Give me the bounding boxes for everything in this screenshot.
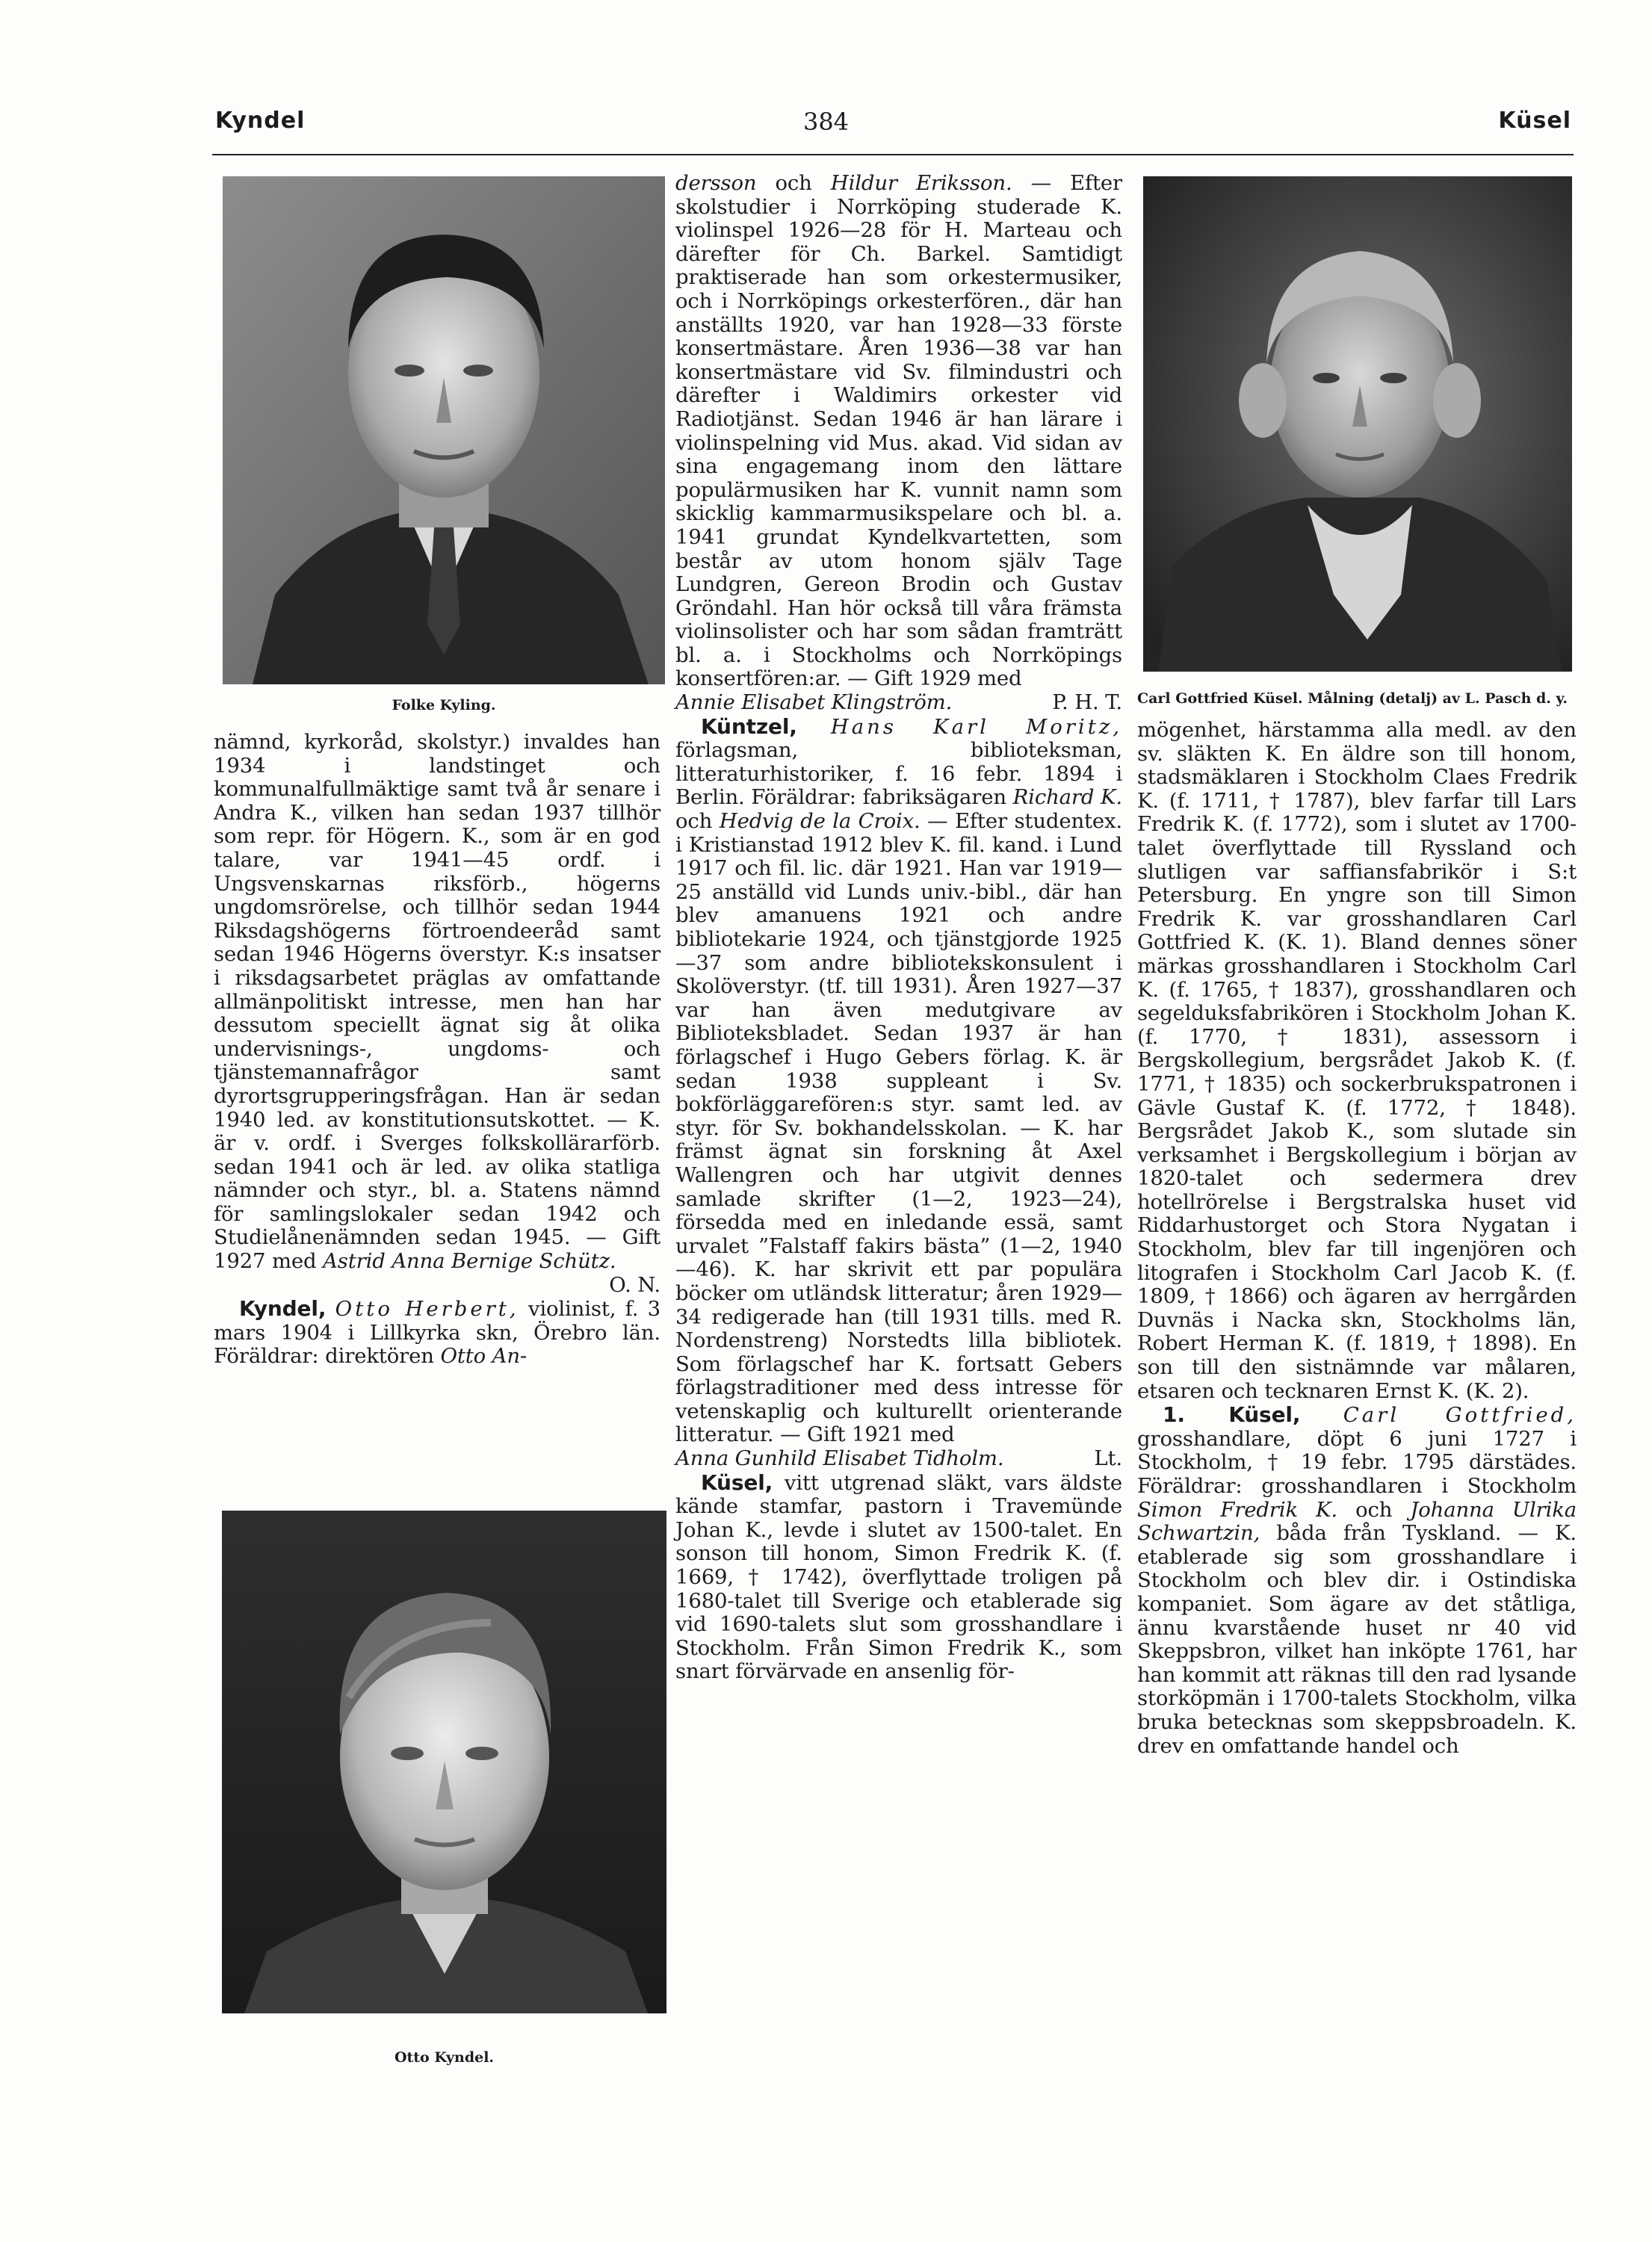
caption-folke-kyling: Folke Kyling. [392, 697, 496, 713]
text: nämnd, kyrkoråd, skolstyr.) invaldes han 1934 i landstinget och kommunalfullmäktige samt två år senare i Andra K., vilken han sedan 1937 tillhör som repr. för Högern. K., som är en god talare, var 1941—45 ordf. i Ungsvenskarnas riksförb., högerns ungdomsrörelse, och tillhör sedan 1944 Riksdagshögerns förtroendeeråd samt sedan 1946 Högerns överstyr. K:s insatser i riksdagsarbetet präglas av omfattande allmänpolitiskt intresse, men han har dessutom speciellt ägnat sig åt olika undervisnings-, ungdoms- och tjänstemannafrågor samt dyrortsgrupperingsfrågan. Han är sedan 1940 led. av konstitutionsutskottet. — K. är v. ordf. i Sverges folkskollärarförb. sedan 1941 och är led. av olika statliga nämnder och styr., bl. a. Statens nämnd för samlingslokaler sedan 1942 och Studielånenämnden sedan 1945. — Gift 1927 med [214, 730, 661, 1274]
entry-kusel-family [675, 1471, 1122, 1684]
father-name: Simon Fredrik K. [1137, 1497, 1338, 1522]
column-3 [1137, 719, 1577, 1758]
entry-kuntzel [675, 715, 1122, 1447]
spouse-line [675, 691, 1122, 715]
spouse-name: Annie Elisabet Klingström. [675, 690, 953, 715]
paragraph-kyling-continued [214, 731, 661, 1297]
column-1 [214, 731, 661, 1369]
mother-name: Johanna Ulrika Schwartzin, [1137, 1497, 1577, 1546]
entry-given-names: Hans Karl Moritz, [830, 714, 1122, 739]
text: grosshandlare, döpt 6 juni 1727 i Stockholm, † 19 febr. 1795 därstädes. Föräldrar: grosshandlaren i Stockholm [1137, 1426, 1577, 1498]
entry-otto-kyndel-continued [675, 172, 1122, 691]
entry-otto-kyndel [214, 1297, 661, 1369]
entry-given-names: Carl Gottfried, [1343, 1403, 1577, 1428]
caption-otto-kyndel: Otto Kyndel. [394, 2049, 495, 2066]
text: båda från Tyskland. — K. etablerade sig som grosshandlare i Stockholm och blev dir. i Ostindiska kompaniet. Som ägare av det ståtliga, ännu kvarstående huset nr 40 vid Skeppsbron, vilket han inköpte 1761, har han kommit att räknas till den rad lysande storköpmän i 1700-talets Stockholm, vilka bruka betecknas som skeppsbroadeln. K. drev en omfattande handel och [1137, 1521, 1577, 1758]
text: och [1337, 1497, 1411, 1522]
portrait-painting-carl-gottfried-kusel [1143, 176, 1572, 672]
entry-headword: Küntzel, [701, 713, 797, 739]
author-signature: O. N. [609, 1272, 661, 1297]
page-number: 384 [802, 108, 850, 136]
text: violinist, f. 3 mars 1904 i Lillkyrka skn, Örebro län. Föräldrar: direktören [214, 1297, 661, 1369]
text: och [675, 809, 720, 834]
entry-headword: 1. Küsel, [1163, 1402, 1301, 1428]
portrait-photo-folke-kyling [223, 176, 665, 684]
text: — Efter studentex. i Kristianstad 1912 blev K. fil. kand. i Lund 1917 och fil. lic. där 1921. Han var 1919—25 anställd vid Lunds univ.-bibl., där han blev amanuens 1921 och andre bibliotekarie 1924, och tjänstgjorde 1925—37 som andre bibliotekskonsulent i Skolöverstyr. (tf. till 1931). Åren 1927—37 var han även medutgivare av Biblioteksbladet. Sedan 1937 är han förlagschef i Hugo Gebers förlag. K. är sedan 1938 suppleant i Sv. bokförläggareförеn:s styr. samt led. av styr. för Sv. bokhandelsskolan. — K. har främst ägnat sin forskning åt Axel Wallengren och har utgivit dennes samlade skrifter (1—2, 1923—24), försedda med en inledande essä, samt urvalet ”Falstaff fakirs bästa” (1—2, 1940—46). K. har skrivit ett par populära böcker om utländsk litteratur; åren 1929—34 redigerade han (till 1931 tills. med R. Nordenstreng) Norstedts lilla bibliotek. Som förlagschef har K. fortsatt Gebers förlagstraditioner med dess intresse för vetenskaplig och kulturellt orienterande litteratur. — Gift 1921 med [675, 809, 1123, 1447]
header-rule [212, 154, 1574, 155]
parent-name: dersson [675, 171, 757, 195]
caption-carl-gottfried-kusel: Carl Gottfried Küsel. Målning (detalj) av L. Pasch d. y. [1136, 690, 1568, 707]
author-signature: P. H. T. [1052, 690, 1122, 715]
father-name: Richard K. [1012, 785, 1122, 810]
portrait-photo-otto-kyndel [222, 1511, 666, 2013]
entry-headword: Kyndel, [239, 1296, 327, 1322]
spouse-name: Astrid Anna Bernige Schütz. [323, 1249, 616, 1274]
entry-given-names: Otto Herbert, [335, 1297, 519, 1322]
entry-carl-gottfried-kusel [1137, 1403, 1577, 1758]
text: förlagsman, biblioteksman, litteraturhistoriker, f. 16 febr. 1894 i Berlin. Föräldrar: fabriksägaren [675, 738, 1122, 810]
entry-kusel-family-continued: mögenhet, härstamma alla medl. av den sv. släkten K. En äldre son till honom, stadsmäklaren i Stockholm Claes Fredrik K. (f. 1711, † 1787), blev farfar till Lars Fredrik K. (f. 1772), som i slutet av 1700-talet överflyttade till Ryssland och slutligen var saffiansfabrikör i S:t Petersburg. En yngre son till Simon Fredrik K. var grosshandlaren Carl Gottfried K. (K. 1). Bland dennes söner märkas grosshandlaren i Stockholm Carl K. (f. 1765, † 1837), grosshandlaren och segelduksfabrikören i Stockholm Johan K. (f. 1770, † 1831), assessorn i Bergskollegium, bergsrådet Jakob K. (f. 1771, † 1835) och sockerbrukspatronen i Gävle Gustaf K. (f. 1772, † 1848). Bergsrådet Jakob K., som slutade sin verksamhet i Bergskollegium i början av 1820-talet och sedermera drev hotellrörelse i Bergstralska huset vid Riddarhustorget och Stora Nygatan i Stockholm, blev far till ingenjören och litografen i Stockholm Carl Jacob K. (f. 1809, † 1866) och ägaren av herrgården Duvnäs i Nacka skn, Stockholms län, Robert Herman K. (f. 1819, † 1898). En son till den sistnämnde var målaren, etsaren och tecknaren Ernst K. (K. 2). [1137, 718, 1577, 1403]
text: vitt utgrenad släkt, vars äldste kände stamfar, pastorn i Travemünde Johan K., levde i slutet av 1500-talet. En sonson till honom, Simon Fredrik K. (f. 1669, † 1742), överflyttade troligen på 1680-talet till Sverige och etablerade sig vid 1690-talets slut som grosshandlare i Stockholm. Från Simon Fredrik K., som snart förvärvade en ansenlig för- [675, 1470, 1122, 1684]
author-signature: Lt. [1094, 1446, 1122, 1471]
spouse-line [675, 1447, 1122, 1471]
running-head-left: Kyndel [215, 108, 306, 134]
text: och [756, 171, 831, 195]
column-2 [675, 172, 1122, 1684]
entry-headword: Küsel, [701, 1470, 773, 1495]
text: — Efter skolstudier i Norrköping studerade K. violinspel 1926—28 för H. Marteau och därefter för Ch. Barkel. Samtidigt praktiserade han som orkestermusiker, och i Norrköpings orkesterfören., där han anställts 1920, var han 1928—33 förste konsertmästare. Åren 1936—38 var han konsertmästare vid Sv. filmindustri och därefter i Waldimirs orkester vid Radiotjänst. Sedan 1946 är han lärare i violinspelning vid Mus. akad. Vid sidan av sina engagemang inom den lättare populärmusiken har K. vunnit namn som skicklig kammarmusikspelare och bl. a. 1941 grundat Kyndelkvartetten, som består av utom honom själv Tage Lundgren, Gereon Brodin och Gustav Gröndahl. Han hör också till våra främsta violinsolister och har som sådan framträtt bl. a. i Stockholms och Norrköpings konsertfören:ar. — Gift 1929 med [675, 171, 1122, 691]
spouse-name: Anna Gunhild Elisabet Tidholm. [675, 1446, 1004, 1471]
running-head-right: Küsel [1498, 108, 1571, 134]
mother-name: Hildur Eriksson. [830, 171, 1012, 195]
parent-name: Otto An- [440, 1344, 528, 1369]
mother-name: Hedvig de la Croix. [719, 809, 921, 834]
